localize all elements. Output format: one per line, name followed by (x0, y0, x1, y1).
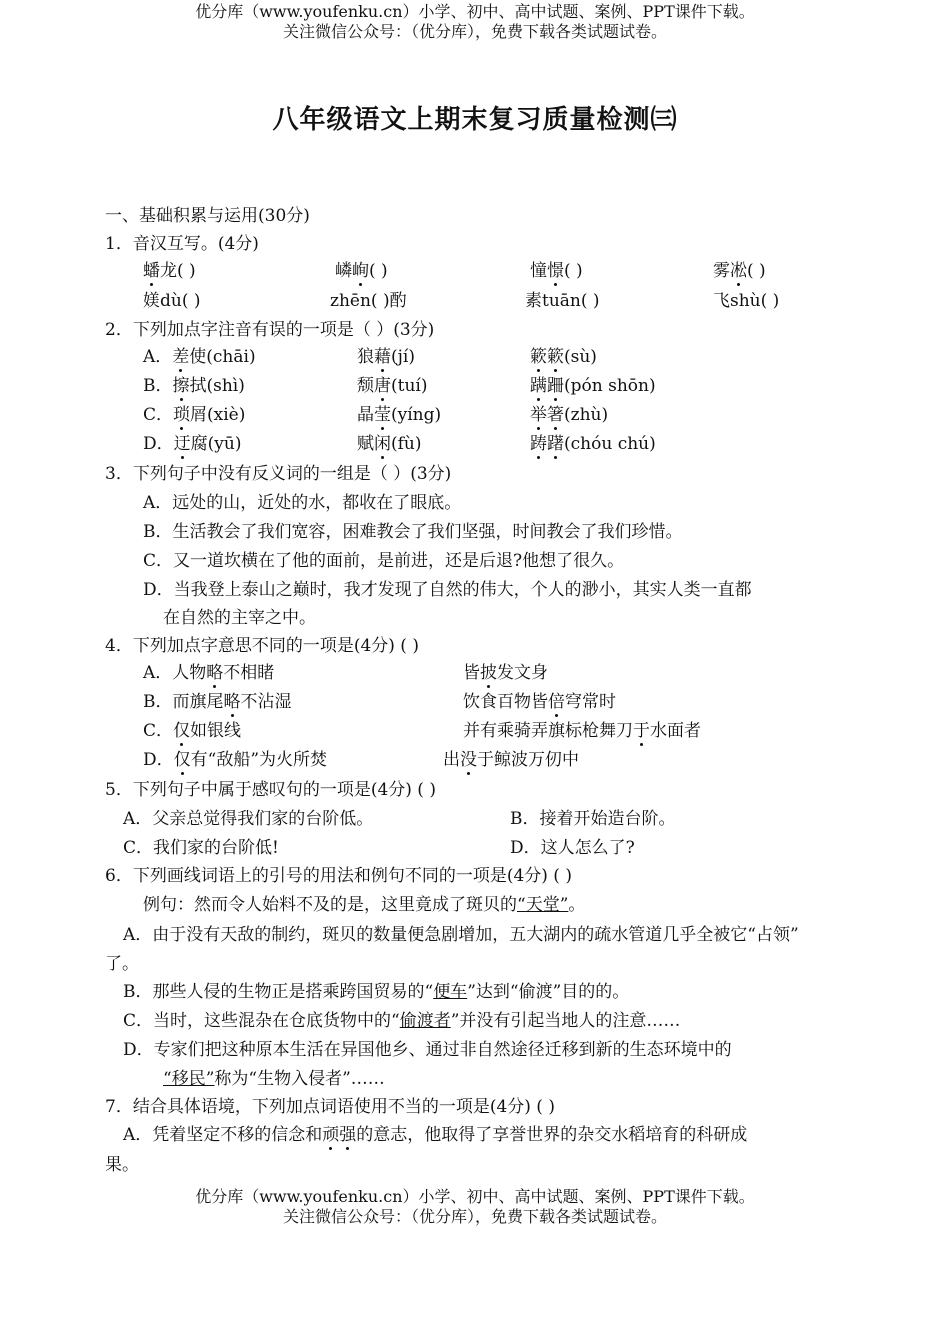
q4-option: D．仅有“敌船”为火所焚 (143, 750, 328, 770)
q2-option: A．差使(chāi) (143, 347, 256, 367)
q3-option: 在自然的主宰之中。 (163, 608, 316, 628)
q1-item: 媄dù( ) (143, 291, 201, 311)
q6-option: D．专家们把这种原本生活在异国他乡、通过非自然途径迁移到新的生态环境中的 (123, 1040, 732, 1060)
q5-option: D．这人怎么了? (510, 838, 635, 858)
q3-option: A．远处的山，近处的水，都收在了眼底。 (143, 493, 462, 513)
q1-item: 嶙峋( ) (335, 261, 388, 281)
q1-item: 素tuān( ) (525, 291, 600, 311)
q1-stem: 1．音汉互写。(4分) (105, 234, 259, 254)
q2-option: C．琐屑(xiè) (143, 405, 246, 425)
q2-option: 晶莹(yíng) (357, 405, 442, 425)
q3-stem: 3．下列句子中没有反义词的一组是（ ）(3分) (105, 464, 452, 484)
q6-option: A．由于没有天敌的制约，斑贝的数量便急剧增加，五大湖内的疏水管道几乎全被它“占领” (123, 925, 799, 945)
header-line-2: 关注微信公众号：（优分库），免费下载各类试题试卷。 (282, 22, 667, 41)
q2-stem: 2．下列加点字注音有误的一项是（ ）(3分) (105, 320, 435, 340)
q3-option: B．生活教会了我们宽容，困难教会了我们坚强，时间教会了我们珍惜。 (143, 522, 683, 542)
page-title: 八年级语文上期末复习质量检测㈢ (272, 105, 678, 135)
q4-option: C．仅如银线 (143, 721, 242, 741)
q4-option: A．人物略不相睹 (143, 663, 275, 683)
q6-example: 例句：然而令人始料不及的是，这里竟成了斑贝的“天堂”。 (143, 895, 586, 915)
q1-item: zhēn( )酌 (330, 291, 407, 311)
q2-option: 簌簌(sù) (530, 347, 597, 367)
q5-option: A．父亲总觉得我们家的台阶低。 (123, 809, 374, 829)
q5-option: B．接着开始造台阶。 (510, 809, 676, 829)
q6-option: B．那些人侵的生物正是搭乘跨国贸易的“便车”达到“偷渡”目的的。 (123, 982, 630, 1002)
q6-option: 了。 (105, 954, 139, 974)
q2-option: 蹒跚(pón shōn) (530, 376, 656, 396)
q7-option: A．凭着坚定不移的信念和顽强的意志，他取得了享誉世界的杂交水稻培育的科研成 (123, 1125, 748, 1145)
q1-item: 飞shù( ) (713, 291, 780, 311)
q6-option: C．当时，这些混杂在仓底货物中的“偷渡者”并没有引起当地人的注意…… (123, 1011, 681, 1031)
header-line-1: 优分库（www.youfenku.cn）小学、初中、高中试题、案例、PPT课件下载。 (195, 2, 755, 21)
q6-option: “移民”称为“生物入侵者”…… (163, 1069, 385, 1089)
q2-option: 颓唐(tuí) (357, 376, 428, 396)
q4-option: 并有乘骑弄旗标枪舞刀于水面者 (463, 721, 701, 741)
q4-option: 饮食百物皆倍穹常时 (463, 692, 616, 712)
q1-item: 憧憬( ) (530, 261, 583, 281)
q4-option: B．而旗尾略不沾湿 (143, 692, 292, 712)
q5-stem: 5．下列句子中属于感叹句的一项是(4分) ( ) (105, 780, 436, 800)
q2-option: 踌躇(chóu chú) (530, 434, 656, 454)
q4-option: 出没于鲸波万仞中 (443, 750, 579, 770)
q3-option: D．当我登上泰山之巅时，我才发现了自然的伟大，个人的渺小，其实人类一直都 (143, 580, 752, 600)
q5-option: C．我们家的台阶低! (123, 838, 279, 858)
q2-option: 狼藉(jí) (357, 347, 415, 367)
q7-option: 果。 (105, 1155, 139, 1175)
section-heading: 一、基础积累与运用(30分) (105, 206, 310, 226)
q1-item: 雾凇( ) (713, 261, 766, 281)
q4-option: 皆披发文身 (463, 663, 548, 683)
q1-item: 蟠龙( ) (143, 261, 196, 281)
q2-option: D．迂腐(yū) (143, 434, 242, 454)
q4-stem: 4．下列加点字意思不同的一项是(4分) ( ) (105, 636, 419, 656)
footer-line-2: 关注微信公众号：（优分库），免费下载各类试题试卷。 (282, 1207, 667, 1226)
q2-option: 举箸(zhù) (530, 405, 609, 425)
q6-stem: 6．下列画线词语上的引号的用法和例句不同的一项是(4分) ( ) (105, 866, 572, 886)
q2-option: B．擦拭(shì) (143, 376, 245, 396)
q7-stem: 7．结合具体语境，下列加点词语使用不当的一项是(4分) ( ) (105, 1097, 555, 1117)
q2-option: 赋闲(fù) (357, 434, 422, 454)
q3-option: C．又一道坎横在了他的面前，是前进，还是后退?他想了很久。 (143, 551, 625, 571)
footer-line-1: 优分库（www.youfenku.cn）小学、初中、高中试题、案例、PPT课件下载。 (195, 1187, 755, 1206)
